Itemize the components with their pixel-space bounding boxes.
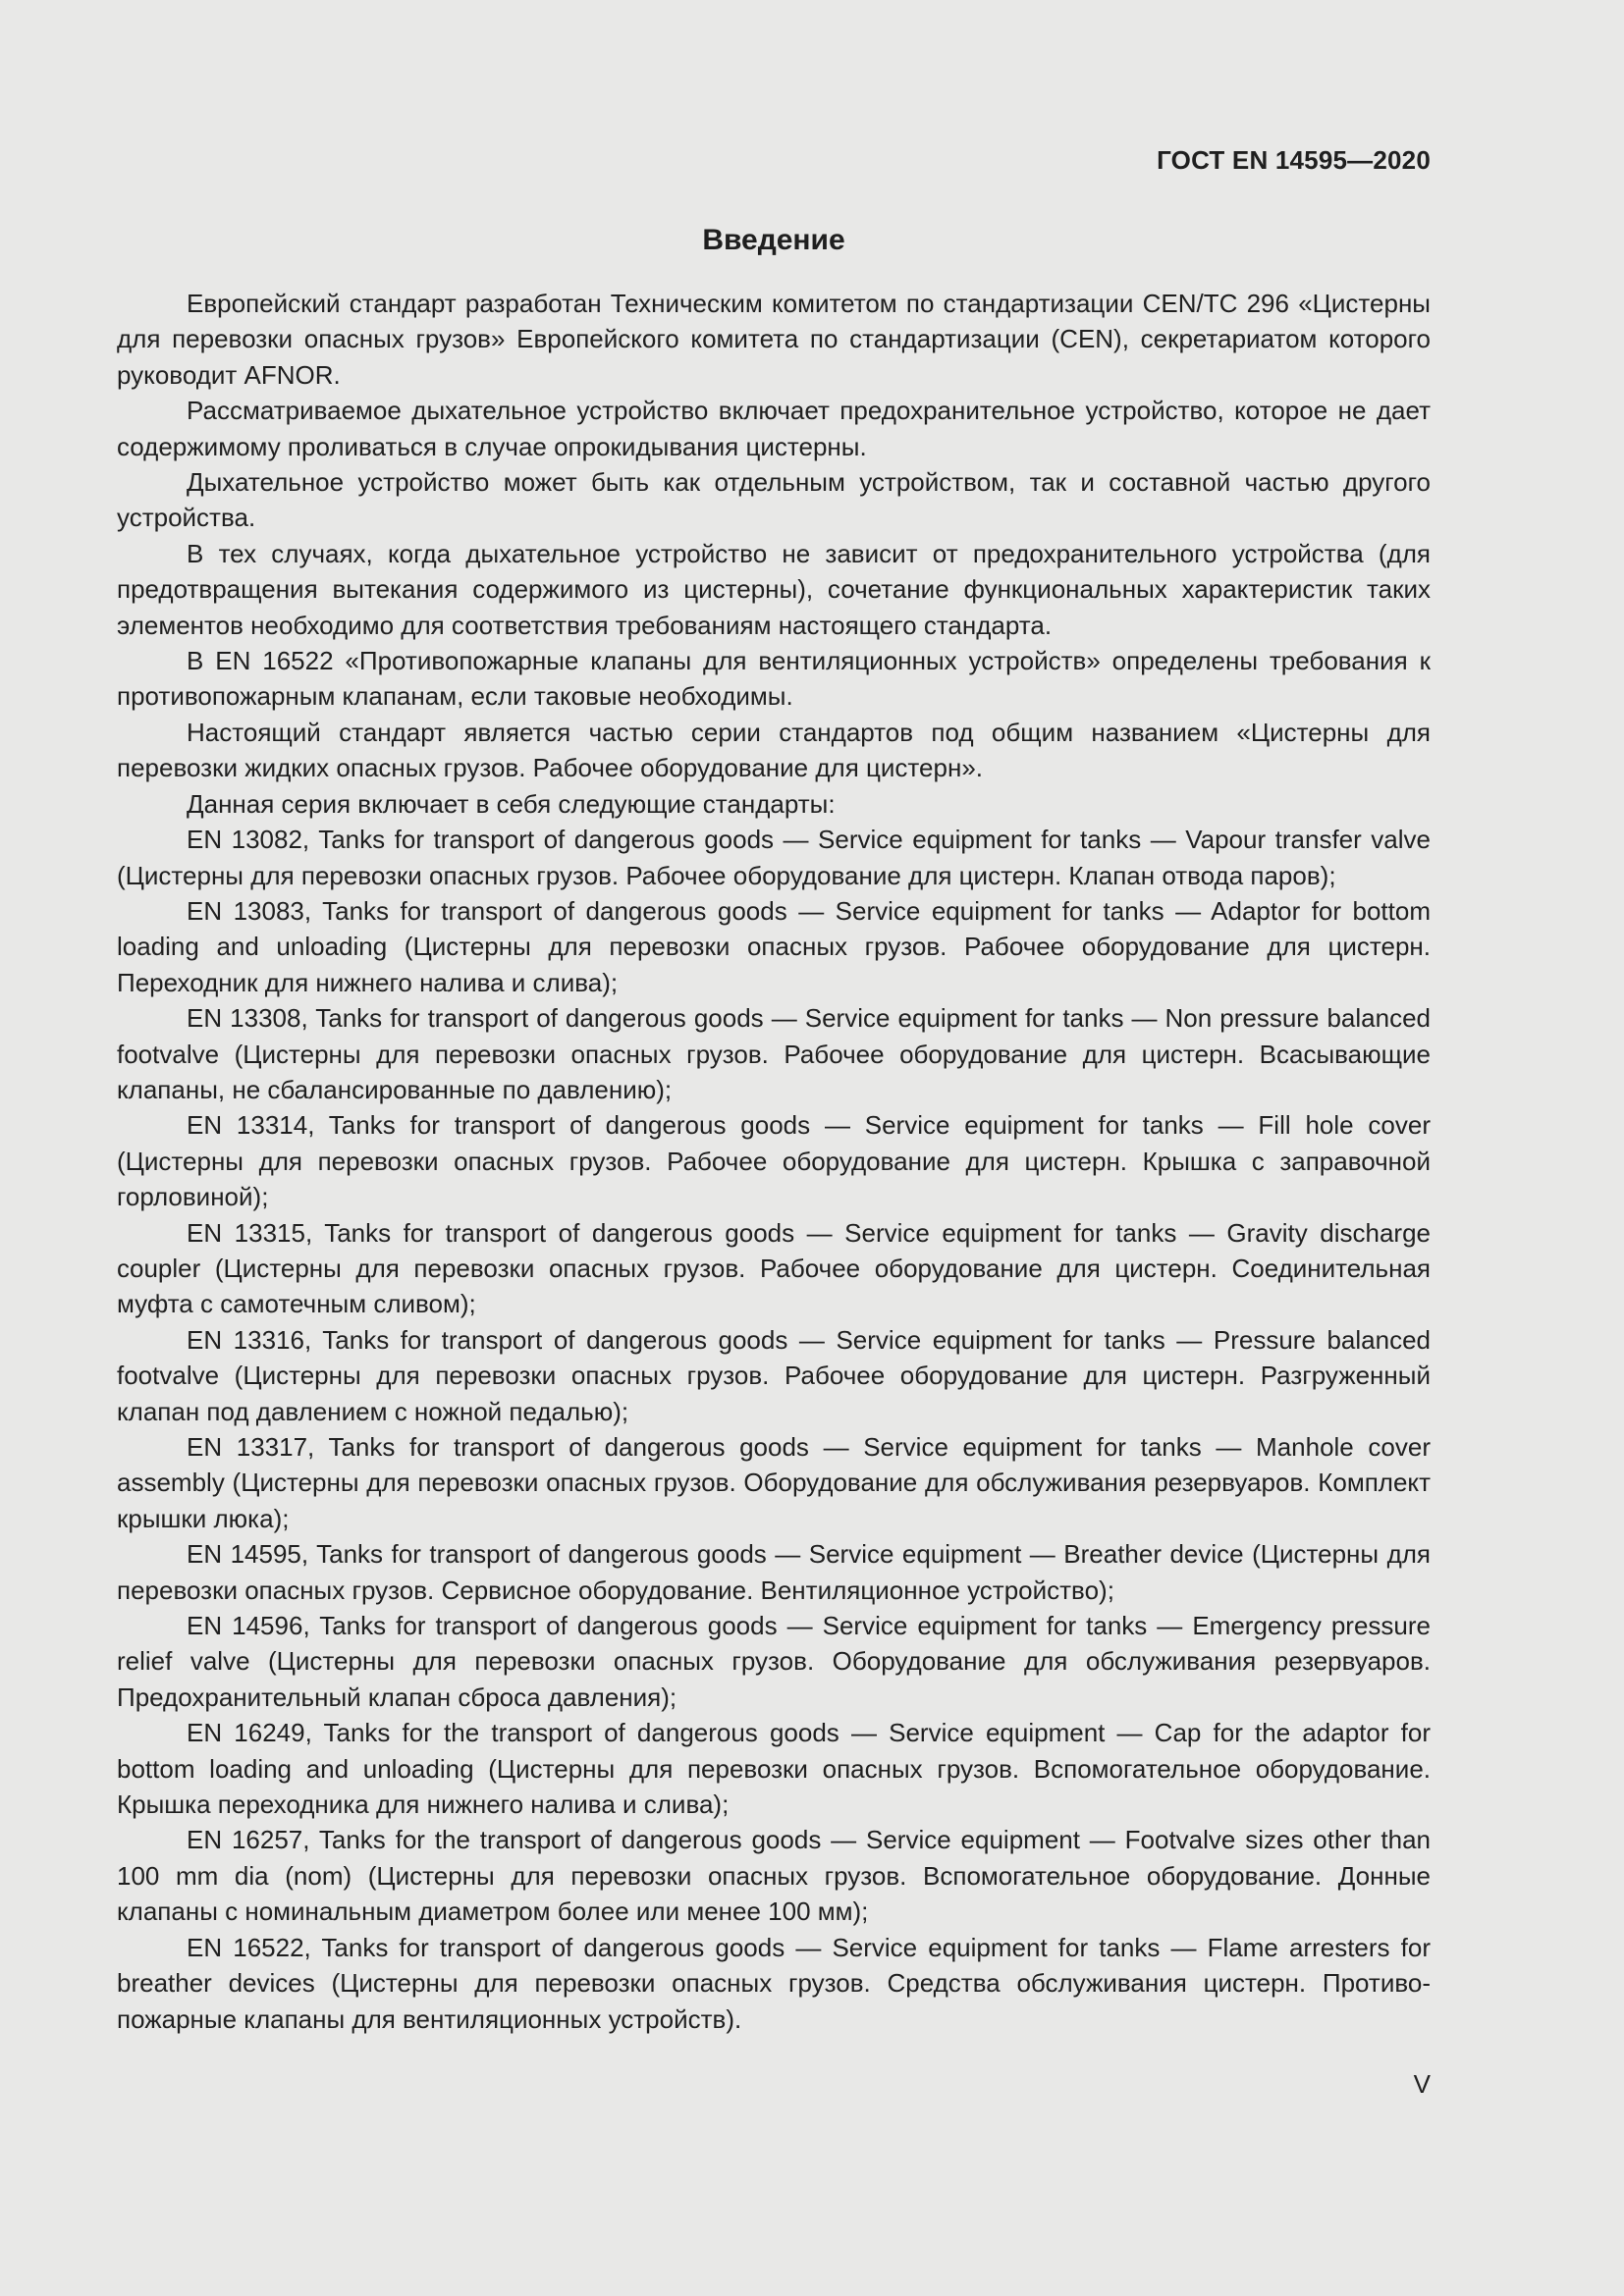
list-item: EN 13316, Tanks for transport of dangerous goods — Service equipment for tanks — Pressure balanced footvalve (Цистерны для перевозки опасных грузов. Рабочее оборудование для цистерн. Разгруженный клапан под давлением с ножной педалью); (117, 1324, 1431, 1426)
list-item: EN 13082, Tanks for transport of dangerous goods — Service equipment for tanks — Vapour transfer valve (Цистерны для перевозки опасных грузов. Рабочее оборудование для цистерн. Клапан отвода паров); (117, 825, 1431, 890)
paragraph-series-membership: Настоящий стандарт является частью серии стандартов под общим названием «Цистерны для перевозки жидких опасных грузов. Рабочее оборудование для цистерн». (117, 717, 1431, 783)
page-number: V (1413, 2069, 1431, 2099)
paragraph-combined-characteristics: В тех случаях, когда дыхательное устройство не зависит от предохранительного устройства (для предотвращения вытекания содержимого из цистерны), сочетание функциональных характеристик таких элементов необходимо для соответствия требованиям настоящего стандарта. (117, 538, 1431, 640)
list-item: EN 13315, Tanks for transport of dangerous goods — Service equipment for tanks — Gravity discharge coupler (Цистерны для перевозки опасных грузов. Рабочее оборудование для цистерн. Соединительная муфта с самотечным сливом); (117, 1217, 1431, 1319)
list-item: EN 16522, Tanks for transport of dangerous goods — Service equipment for tanks — Flame arresters for breather devices (Цистерны для перевозки опасных грузов. Средства обслуживания цистерн. Противопожарные клапаны для вентиляционных устройств). (117, 1932, 1431, 2034)
list-item: EN 13083, Tanks for transport of dangerous goods — Service equipment for tanks — Adaptor for bottom loading and unloading (Цистерны для перевозки опасных грузов. Рабочее оборудование для цистерн. Переходник для нижнего налива и слива); (117, 895, 1431, 997)
list-item: EN 16257, Tanks for the transport of dangerous goods — Service equipment — Footvalve sizes other than 100 mm dia (nom) (Цистерны для перевозки опасных грузов. Вспомогательное оборудование. Донные клапаны с номинальным диаметром более или менее 100 мм); (117, 1825, 1431, 1927)
page-title: Введение (702, 224, 845, 256)
list-item: EN 14595, Tanks for transport of dangerous goods — Service equipment — Breather device (Цистерны для перевозки опасных грузов. Сервисное оборудование. Вентиляционное устройство); (117, 1539, 1431, 1605)
list-item: EN 16249, Tanks for the transport of dangerous goods — Service equipment — Cap for the adaptor for bottom loading and unloading (Цистерны для перевозки опасных грузов. Вспомогательное оборудование. Крышка переходника для нижнего налива и слива); (117, 1718, 1431, 1820)
body-text (117, 286, 1431, 2037)
paragraph-breather-standalone: Дыхательное устройство может быть как отдельным устройством, так и составной частью другого устройства. (117, 467, 1431, 533)
list-item: EN 13317, Tanks for transport of dangerous goods — Service equipment for tanks — Manhole cover assembly (Цистерны для перевозки опасных грузов. Оборудование для обслуживания резервуаров. Комплект крышки люка); (117, 1432, 1431, 1533)
list-item: EN 13308, Tanks for transport of dangerous goods — Service equipment for tanks — Non pressure balanced footvalve (Цистерны для перевозки опасных грузов. Рабочее оборудование для цистерн. Всасывающие клапаны, не сбалансированные по давлению); (117, 1003, 1431, 1104)
list-item: EN 14596, Tanks for transport of dangerous goods — Service equipment for tanks — Emergency pressure relief valve (Цистерны для перевозки опасных грузов. Оборудование для обслуживания резервуаров. Предохранительный клапан сброса давления); (117, 1611, 1431, 1712)
list-item: EN 13314, Tanks for transport of dangerous goods — Service equipment for tanks — Fill hole cover (Цистерны для перевозки опасных грузов. Рабочее оборудование для цистерн. Крышка с заправочной горловиной); (117, 1110, 1431, 1212)
paragraph-breather-safety: Рассматриваемое дыхательное устройство включает предохранительное устройство, которое не дает содержимому проливаться в случае опрокидывания цистерны. (117, 396, 1431, 461)
paragraph-series-list-intro: Данная серия включает в себя следующие стандарты: (187, 788, 836, 819)
paragraph-en16522-reference: В EN 16522 «Противопожарные клапаны для вентиляционных устройств» определены требования к противопожарным клапанам, если таковые необходимы. (117, 646, 1431, 712)
standard-code-header: ГОСТ EN 14595—2020 (1157, 145, 1431, 175)
paragraph-intro-committee: Европейский стандарт разработан Техническим комитетом по стандартизации CEN/TC 296 «Цистерны для перевозки опасных грузов» Европейского комитета по стандартизации (CEN), секретариатом которого руководит AFNOR. (117, 289, 1431, 390)
